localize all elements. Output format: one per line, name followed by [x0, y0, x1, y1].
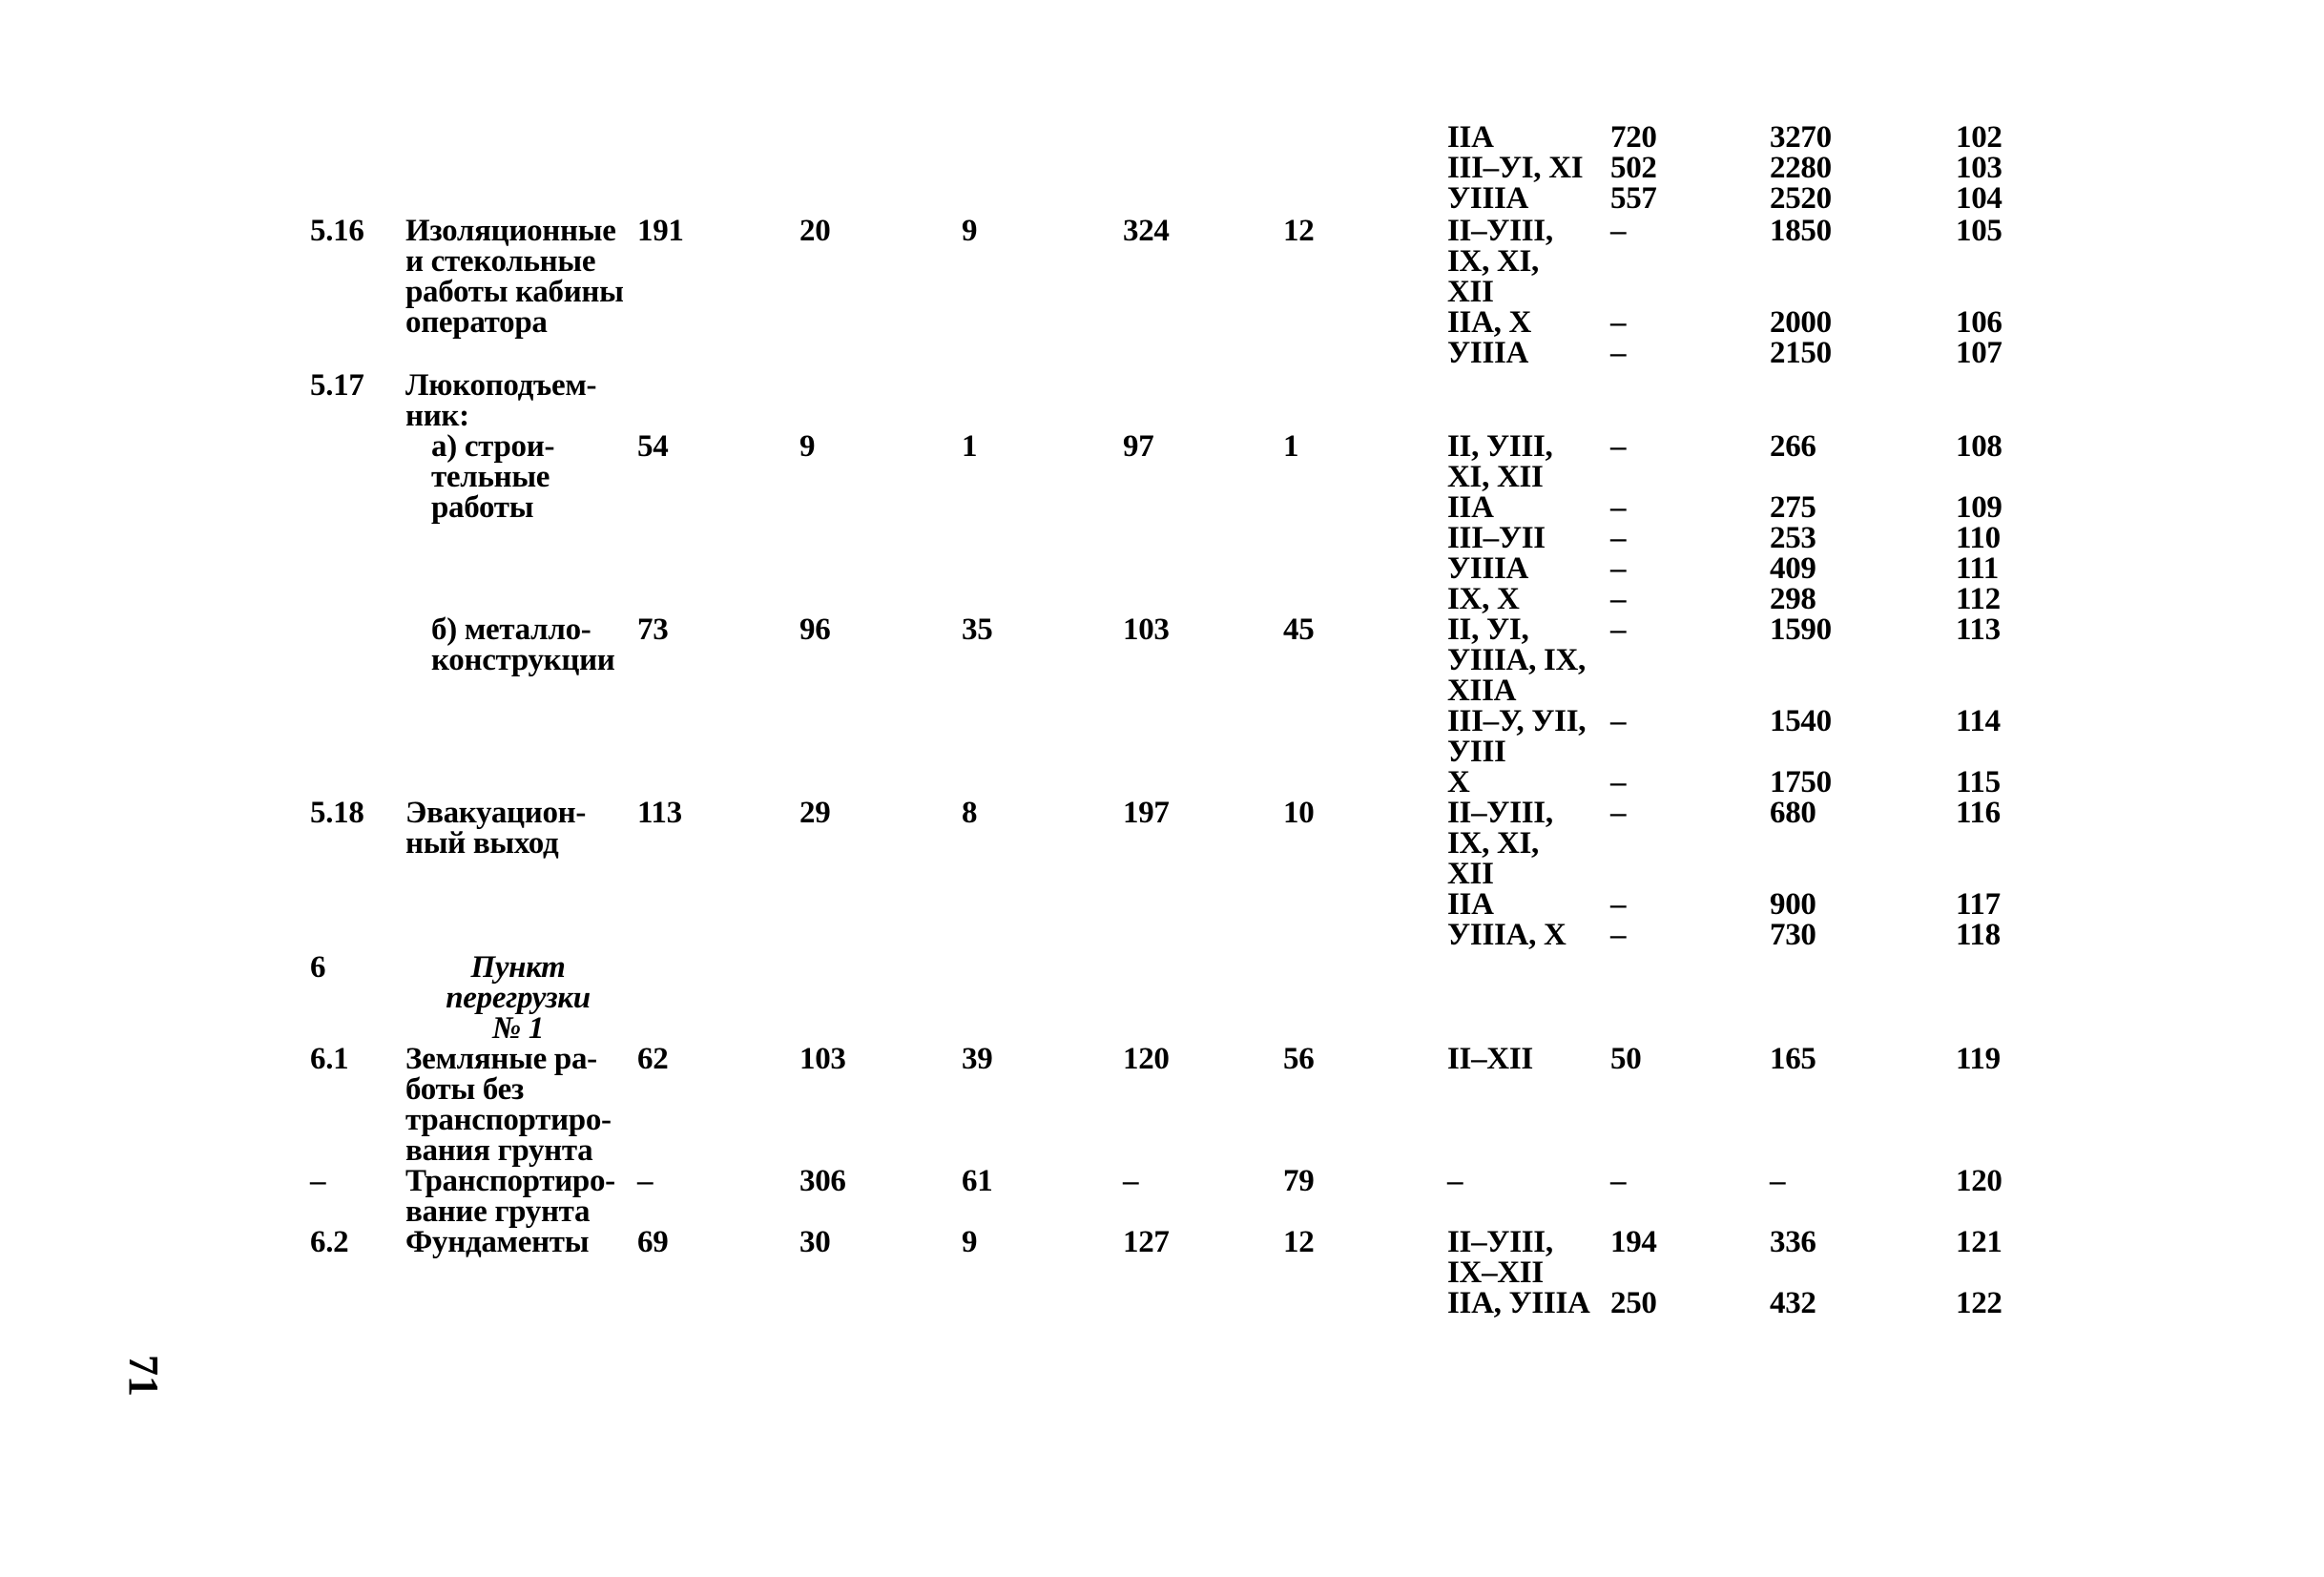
row-number: 6.2: [310, 1225, 349, 1259]
work-name: Пункт: [470, 950, 566, 985]
col-d: 324: [1123, 214, 1170, 248]
position-number: 102: [1956, 120, 2002, 155]
position-number: 103: [1956, 151, 2002, 185]
price: 1850: [1770, 214, 1832, 248]
work-name: ный выход: [405, 826, 559, 861]
col-c: 35: [962, 612, 993, 647]
col-e: 10: [1283, 796, 1315, 830]
col-e: 56: [1283, 1042, 1315, 1076]
col-f: –: [1610, 336, 1627, 370]
row-number: 5.18: [310, 796, 364, 830]
position-number: 119: [1956, 1042, 2001, 1076]
col-f: –: [1610, 305, 1627, 340]
col-d: 103: [1123, 612, 1170, 647]
price: 2280: [1770, 151, 1832, 185]
position-number: 122: [1956, 1286, 2002, 1320]
regions: II–УIII,: [1447, 796, 1553, 830]
regions: IX, XI,: [1447, 244, 1539, 279]
position-number: 104: [1956, 181, 2002, 216]
regions: III–У, УII,: [1447, 704, 1587, 738]
col-d: –: [1123, 1164, 1139, 1198]
regions: IX, XI,: [1447, 826, 1539, 861]
price: 275: [1770, 490, 1816, 525]
regions: УIIIA: [1447, 551, 1529, 586]
price: 432: [1770, 1286, 1816, 1320]
regions: II–УIII,: [1447, 214, 1553, 248]
work-name: а) строи-: [431, 429, 555, 464]
col-a: 73: [637, 612, 669, 647]
price: 298: [1770, 582, 1816, 616]
col-e: 45: [1283, 612, 1315, 647]
work-name: Земляные ра-: [405, 1042, 597, 1076]
position-number: 114: [1956, 704, 2001, 738]
work-name: Изоляционные: [405, 214, 616, 248]
regions: УIIIA, X: [1447, 918, 1567, 952]
col-f: –: [1610, 796, 1627, 830]
position-number: 110: [1956, 521, 2001, 555]
price: 2150: [1770, 336, 1832, 370]
col-b: 103: [799, 1042, 846, 1076]
col-c: 1: [962, 429, 978, 464]
price: 1540: [1770, 704, 1832, 738]
regions: УIIIA: [1447, 181, 1529, 216]
col-d: 97: [1123, 429, 1154, 464]
regions: II–XII: [1447, 1042, 1533, 1076]
row-number: 5.16: [310, 214, 364, 248]
position-number: 116: [1956, 796, 2001, 830]
regions: II, УI,: [1447, 612, 1529, 647]
col-f: –: [1610, 214, 1627, 248]
position-number: 121: [1956, 1225, 2002, 1259]
price: 680: [1770, 796, 1816, 830]
price: 2520: [1770, 181, 1832, 216]
col-f: –: [1610, 490, 1627, 525]
regions: IIA: [1447, 490, 1494, 525]
col-e: 79: [1283, 1164, 1315, 1198]
work-name: конструкции: [431, 643, 615, 677]
col-c: 61: [962, 1164, 993, 1198]
col-c: 9: [962, 1225, 978, 1259]
position-number: 109: [1956, 490, 2002, 525]
price: 1590: [1770, 612, 1832, 647]
position-number: 112: [1956, 582, 2001, 616]
work-name: работы: [431, 490, 534, 525]
regions: XII: [1447, 275, 1494, 309]
price: 165: [1770, 1042, 1816, 1076]
col-d: 120: [1123, 1042, 1170, 1076]
price: 730: [1770, 918, 1816, 952]
col-b: 306: [799, 1164, 846, 1198]
page-number: 71: [120, 1355, 167, 1397]
regions: УIII: [1447, 735, 1506, 769]
row-number: 6: [310, 950, 326, 985]
col-b: 29: [799, 796, 831, 830]
price: –: [1770, 1164, 1786, 1198]
col-b: 9: [799, 429, 816, 464]
work-name: № 1: [491, 1011, 545, 1046]
col-f: 557: [1610, 181, 1657, 216]
position-number: 105: [1956, 214, 2002, 248]
regions: УIIIA: [1447, 336, 1529, 370]
regions: XI, XII: [1447, 460, 1544, 494]
regions: IX–XII: [1447, 1255, 1544, 1290]
work-name: оператора: [405, 305, 548, 340]
row-number: –: [310, 1164, 326, 1198]
col-f: –: [1610, 918, 1627, 952]
price: 336: [1770, 1225, 1816, 1259]
regions: X: [1447, 765, 1470, 799]
work-name: и стекольные: [405, 244, 596, 279]
col-a: 69: [637, 1225, 669, 1259]
position-number: 115: [1956, 765, 2001, 799]
row-number: 6.1: [310, 1042, 349, 1076]
work-name: транспортиро-: [405, 1103, 612, 1137]
position-number: 117: [1956, 887, 2001, 922]
price: 266: [1770, 429, 1816, 464]
regions: IIA, X: [1447, 305, 1532, 340]
col-b: 96: [799, 612, 831, 647]
price: 900: [1770, 887, 1816, 922]
regions: XIIA: [1447, 674, 1517, 708]
col-d: 197: [1123, 796, 1170, 830]
position-number: 118: [1956, 918, 2001, 952]
col-a: –: [637, 1164, 654, 1198]
col-f: –: [1610, 521, 1627, 555]
regions: УIIIA, IX,: [1447, 643, 1587, 677]
regions: IIA, УIIIA: [1447, 1286, 1590, 1320]
regions: II–УIII,: [1447, 1225, 1553, 1259]
regions: III–УI, XI: [1447, 151, 1584, 185]
col-f: –: [1610, 429, 1627, 464]
col-d: 127: [1123, 1225, 1170, 1259]
position-number: 120: [1956, 1164, 2002, 1198]
col-f: –: [1610, 551, 1627, 586]
regions: –: [1447, 1164, 1463, 1198]
regions: IIA: [1447, 120, 1494, 155]
col-f: –: [1610, 704, 1627, 738]
col-b: 30: [799, 1225, 831, 1259]
position-number: 113: [1956, 612, 2001, 647]
regions: II, УIII,: [1447, 429, 1553, 464]
col-f: –: [1610, 1164, 1627, 1198]
regions: III–УII: [1447, 521, 1546, 555]
col-f: 194: [1610, 1225, 1657, 1259]
col-f: –: [1610, 887, 1627, 922]
price: 1750: [1770, 765, 1832, 799]
regions: IX, X: [1447, 582, 1520, 616]
price: 253: [1770, 521, 1816, 555]
price: 409: [1770, 551, 1816, 586]
col-e: 12: [1283, 214, 1315, 248]
position-number: 107: [1956, 336, 2002, 370]
work-name: ник:: [405, 399, 469, 433]
col-f: 720: [1610, 120, 1657, 155]
col-a: 62: [637, 1042, 669, 1076]
work-name: перегрузки: [446, 981, 591, 1015]
col-f: 502: [1610, 151, 1657, 185]
col-f: 50: [1610, 1042, 1642, 1076]
row-number: 5.17: [310, 368, 364, 403]
work-name: Транспортиро-: [405, 1164, 615, 1198]
position-number: 106: [1956, 305, 2002, 340]
col-f: –: [1610, 582, 1627, 616]
col-c: 9: [962, 214, 978, 248]
price: 3270: [1770, 120, 1832, 155]
col-c: 8: [962, 796, 978, 830]
position-number: 108: [1956, 429, 2002, 464]
col-e: 1: [1283, 429, 1299, 464]
price: 2000: [1770, 305, 1832, 340]
work-name: Люкоподъем-: [405, 368, 597, 403]
col-e: 12: [1283, 1225, 1315, 1259]
col-a: 54: [637, 429, 669, 464]
work-name: вание грунта: [405, 1194, 591, 1229]
col-b: 20: [799, 214, 831, 248]
col-a: 191: [637, 214, 684, 248]
work-name: б) металло-: [431, 612, 591, 647]
position-number: 111: [1956, 551, 1999, 586]
col-c: 39: [962, 1042, 993, 1076]
col-a: 113: [637, 796, 682, 830]
work-name: работы кабины: [405, 275, 624, 309]
regions: XII: [1447, 857, 1494, 891]
work-name: боты без: [405, 1072, 524, 1107]
work-name: вания грунта: [405, 1133, 593, 1168]
work-name: тельные: [431, 460, 550, 494]
work-name: Эвакуацион-: [405, 796, 587, 830]
col-f: –: [1610, 612, 1627, 647]
col-f: –: [1610, 765, 1627, 799]
work-name: Фундаменты: [405, 1225, 590, 1259]
regions: IIA: [1447, 887, 1494, 922]
col-f: 250: [1610, 1286, 1657, 1320]
